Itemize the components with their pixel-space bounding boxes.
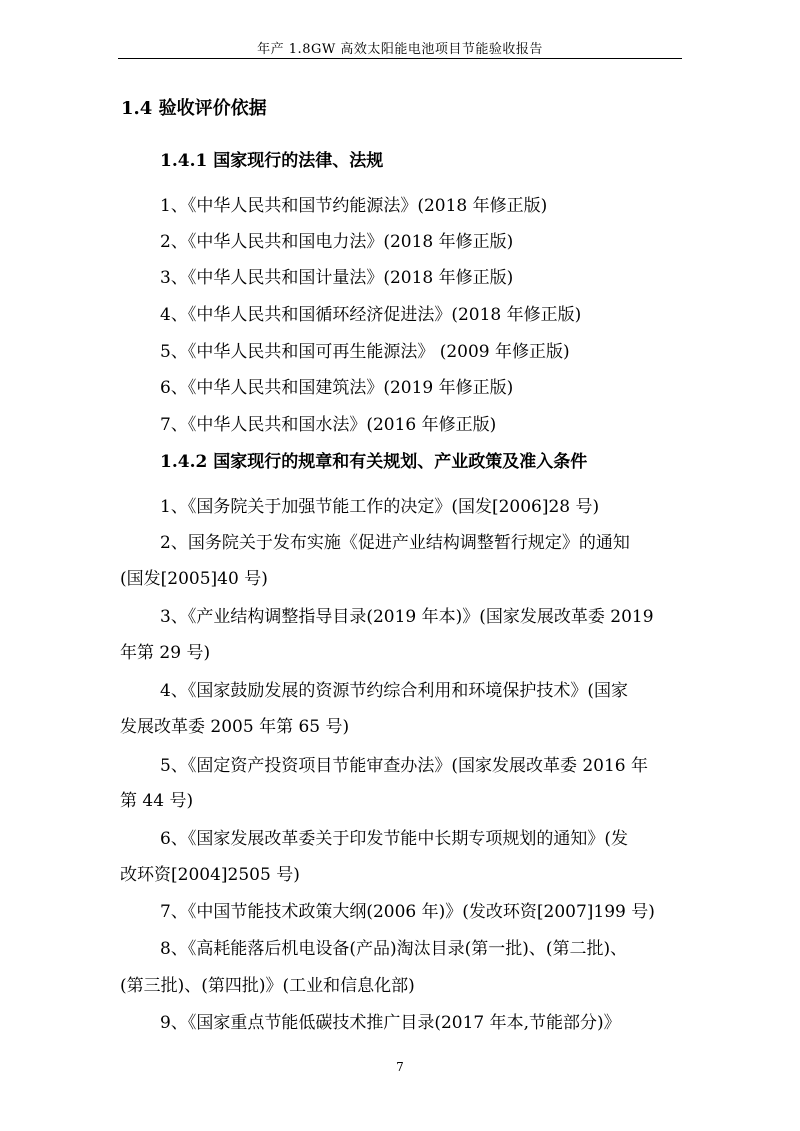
policy-line: 3、《产业结构调整指导目录(2019 年本)》(国家发展改革委 2019 <box>160 607 654 627</box>
policy-line: (第三批)、(第四批)》(工业和信息化部) <box>120 976 415 996</box>
section-heading: 1.4 验收评价依据 <box>121 98 267 119</box>
policy-line: 5、《固定资产投资项目节能审查办法》(国家发展改革委 2016 年 <box>160 756 649 776</box>
policy-line: 2、国务院关于发布实施《促进产业结构调整暂行规定》的通知 <box>160 533 630 553</box>
running-header: 年产 1.8GW 高效太阳能电池项目节能验收报告 <box>257 42 543 57</box>
policy-line: (国发[2005]40 号) <box>120 569 268 589</box>
law-item: 5、《中华人民共和国可再生能源法》 (2009 年修正版) <box>160 342 570 362</box>
policy-line: 第 44 号) <box>120 791 194 811</box>
law-item: 6、《中华人民共和国建筑法》(2019 年修正版) <box>160 378 514 398</box>
policy-line: 1、《国务院关于加强节能工作的决定》(国发[2006]28 号) <box>160 497 600 517</box>
law-item: 4、《中华人民共和国循环经济促进法》(2018 年修正版) <box>160 305 582 325</box>
policy-line: 年第 29 号) <box>120 643 211 663</box>
subsection-heading-policies: 1.4.2 国家现行的规章和有关规划、产业政策及准入条件 <box>160 452 588 472</box>
law-item: 1、《中华人民共和国节约能源法》(2018 年修正版) <box>160 196 548 216</box>
policy-line: 4、《国家鼓励发展的资源节约综合利用和环境保护技术》(国家 <box>160 681 628 701</box>
policy-line: 6、《国家发展改革委关于印发节能中长期专项规划的通知》(发 <box>160 829 628 849</box>
law-item: 2、《中华人民共和国电力法》(2018 年修正版) <box>160 232 514 252</box>
policy-line: 发展改革委 2005 年第 65 号) <box>120 717 350 737</box>
policy-line: 8、《高耗能落后机电设备(产品)淘汰目录(第一批)、(第二批)、 <box>160 939 628 959</box>
law-item: 7、《中华人民共和国水法》(2016 年修正版) <box>160 415 497 435</box>
law-item: 3、《中华人民共和国计量法》(2018 年修正版) <box>160 268 514 288</box>
header-divider <box>118 58 682 59</box>
page-number: 7 <box>396 1060 404 1074</box>
policy-line: 7、《中国节能技术政策大纲(2006 年)》(发改环资[2007]199 号) <box>160 902 655 922</box>
subsection-heading-laws: 1.4.1 国家现行的法律、法规 <box>160 151 384 171</box>
policy-line: 9、《国家重点节能低碳技术推广目录(2017 年本,节能部分)》 <box>160 1013 621 1033</box>
policy-line: 改环资[2004]2505 号) <box>120 865 300 885</box>
